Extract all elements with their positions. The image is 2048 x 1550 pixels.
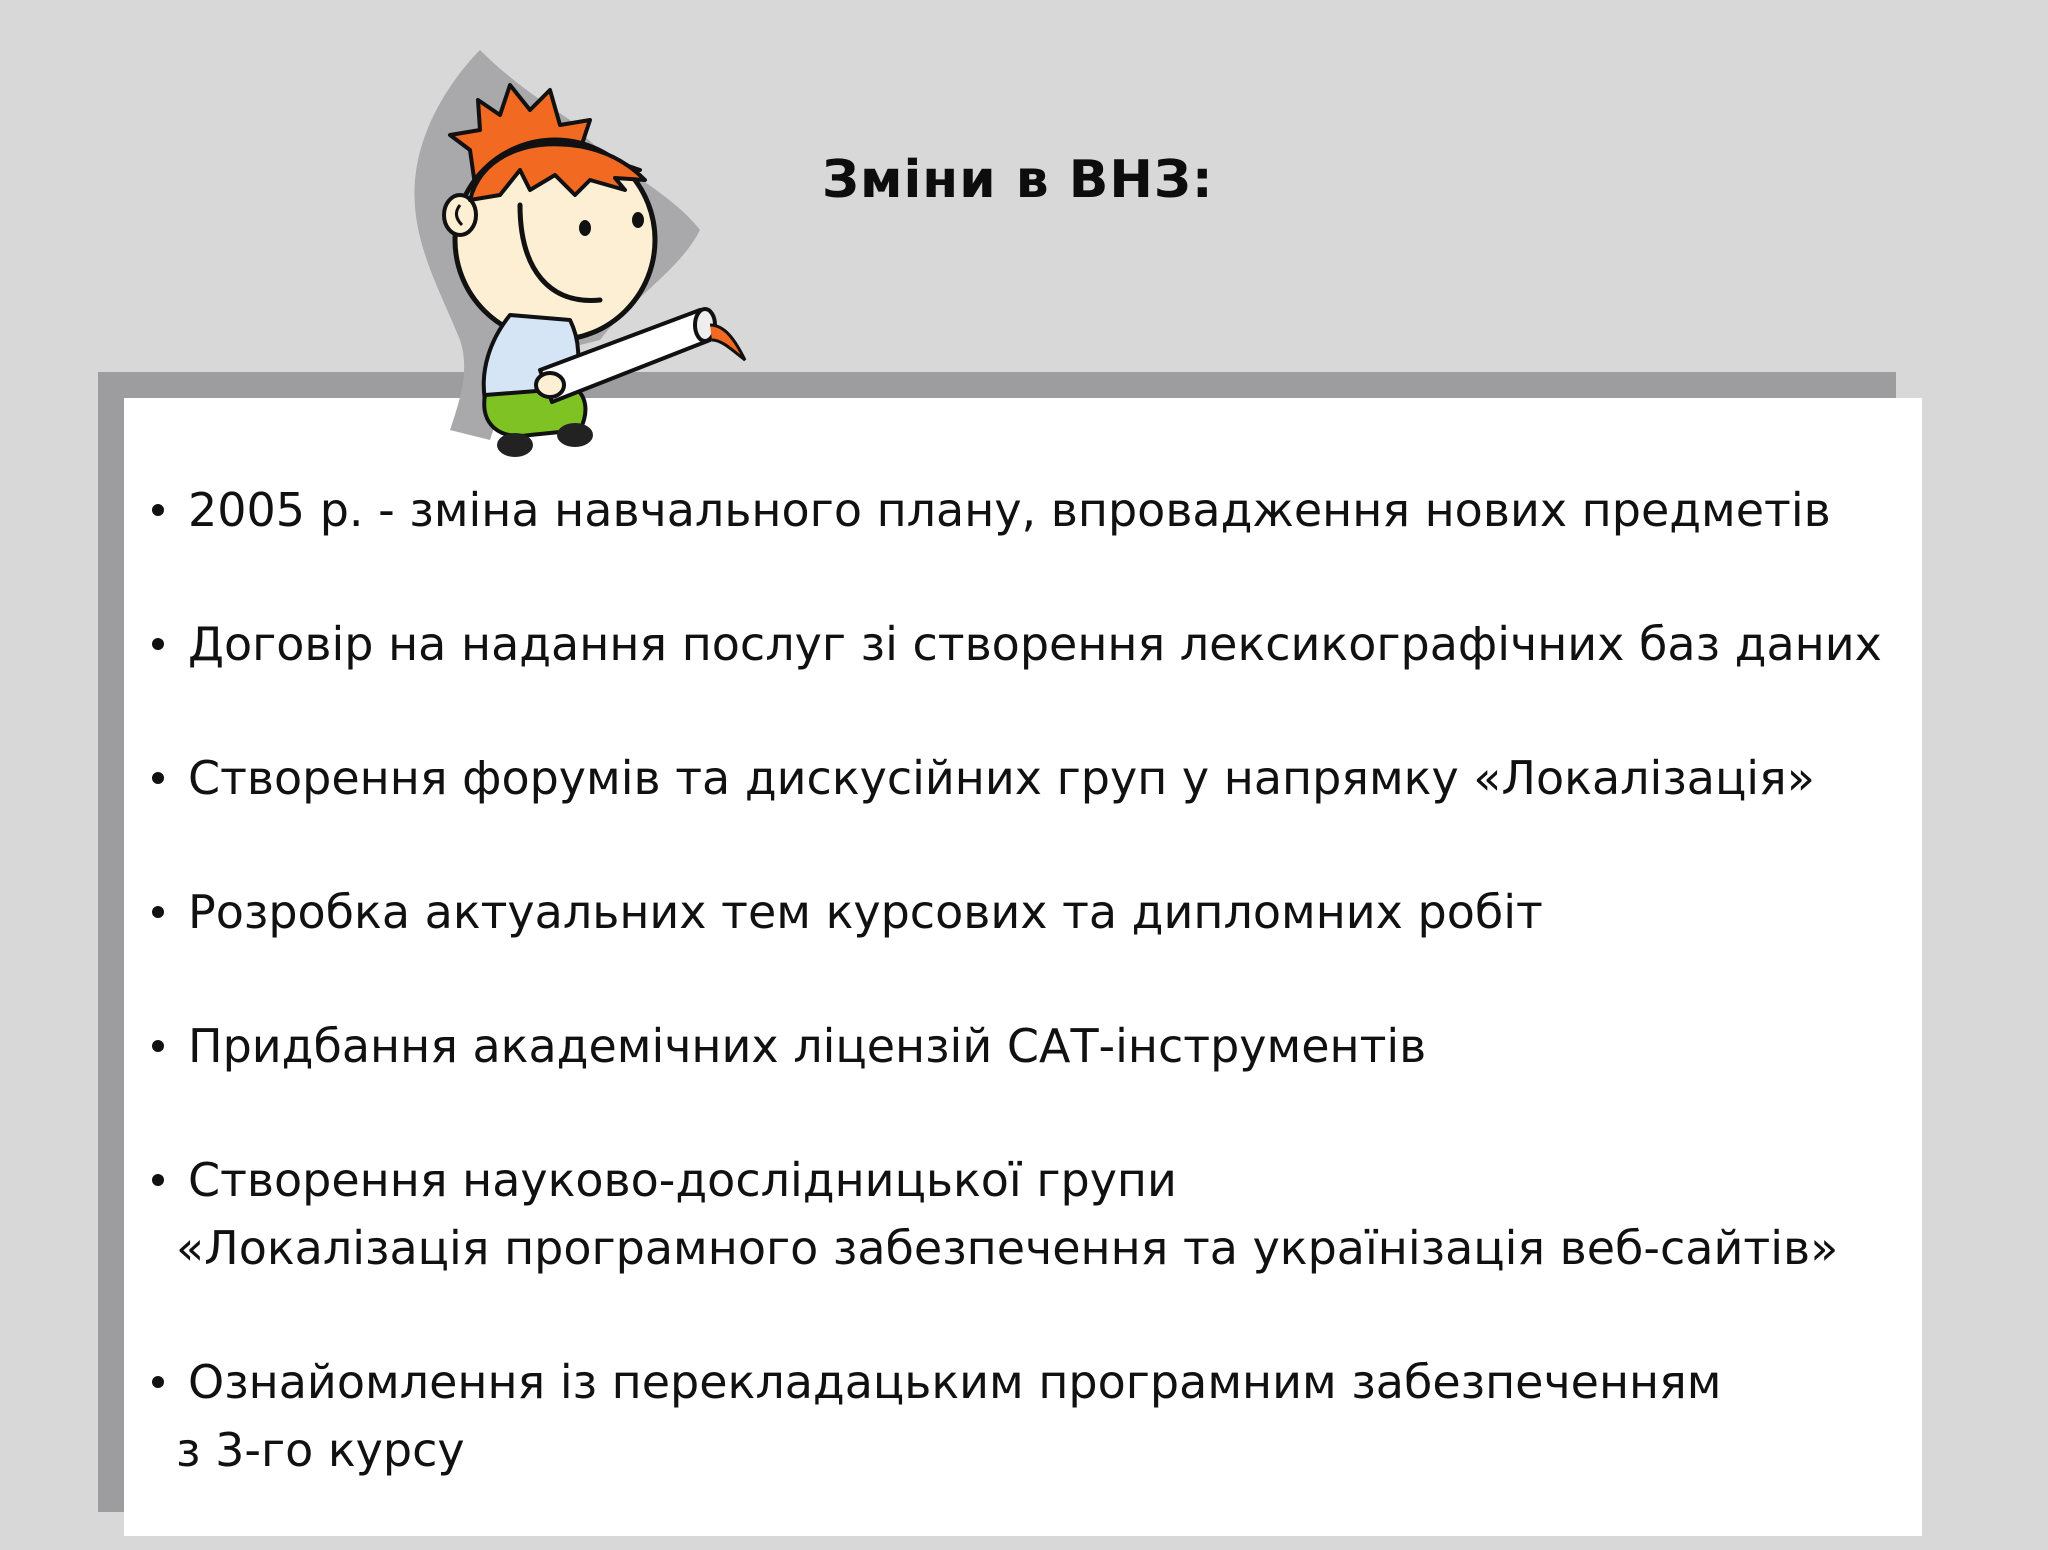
list-item xyxy=(152,610,1912,678)
bullet-dot-icon xyxy=(152,638,164,650)
bullet-dot-icon xyxy=(152,1040,164,1052)
list-item xyxy=(152,744,1912,812)
bullet-text: 2005 р. - зміна навчального плану, впровадження нових предметів xyxy=(188,483,1831,537)
slide-title: Зміни в ВНЗ: xyxy=(822,150,1214,210)
bullet-text: Створення науково-дослідницької групи xyxy=(188,1153,1177,1207)
cartoon-boy-illustration xyxy=(400,40,780,470)
bullet-dot-icon xyxy=(152,1174,164,1186)
bullet-dot-icon xyxy=(152,906,164,918)
bullet-dot-icon xyxy=(152,772,164,784)
bullet-text: Розробка актуальних тем курсових та дипломних робіт xyxy=(188,885,1543,939)
list-item xyxy=(152,1146,1912,1282)
hand xyxy=(536,373,564,397)
bullet-text: Створення форумів та дискусійних груп у напрямку «Локалізація» xyxy=(188,751,1815,805)
bullet-list xyxy=(152,476,1912,1550)
bullet-text: Ознайомлення із перекладацьким програмним забезпеченням xyxy=(188,1355,1722,1409)
bullet-text-continuation: «Локалізація програмного забезпечення та українізація веб-сайтів» xyxy=(176,1221,1839,1275)
bullet-dot-icon xyxy=(152,1376,164,1388)
bullet-dot-icon xyxy=(152,504,164,516)
bullet-text: Договір на надання послуг зі створення лексикографічних баз даних xyxy=(188,617,1882,671)
bullet-text-continuation: з 3-го курсу xyxy=(176,1423,465,1477)
list-item xyxy=(152,878,1912,946)
list-item xyxy=(152,1012,1912,1080)
list-item xyxy=(152,476,1912,544)
bullet-text: Придбання академічних ліцензій САТ-інструментів xyxy=(188,1019,1427,1073)
list-item xyxy=(152,1348,1912,1484)
